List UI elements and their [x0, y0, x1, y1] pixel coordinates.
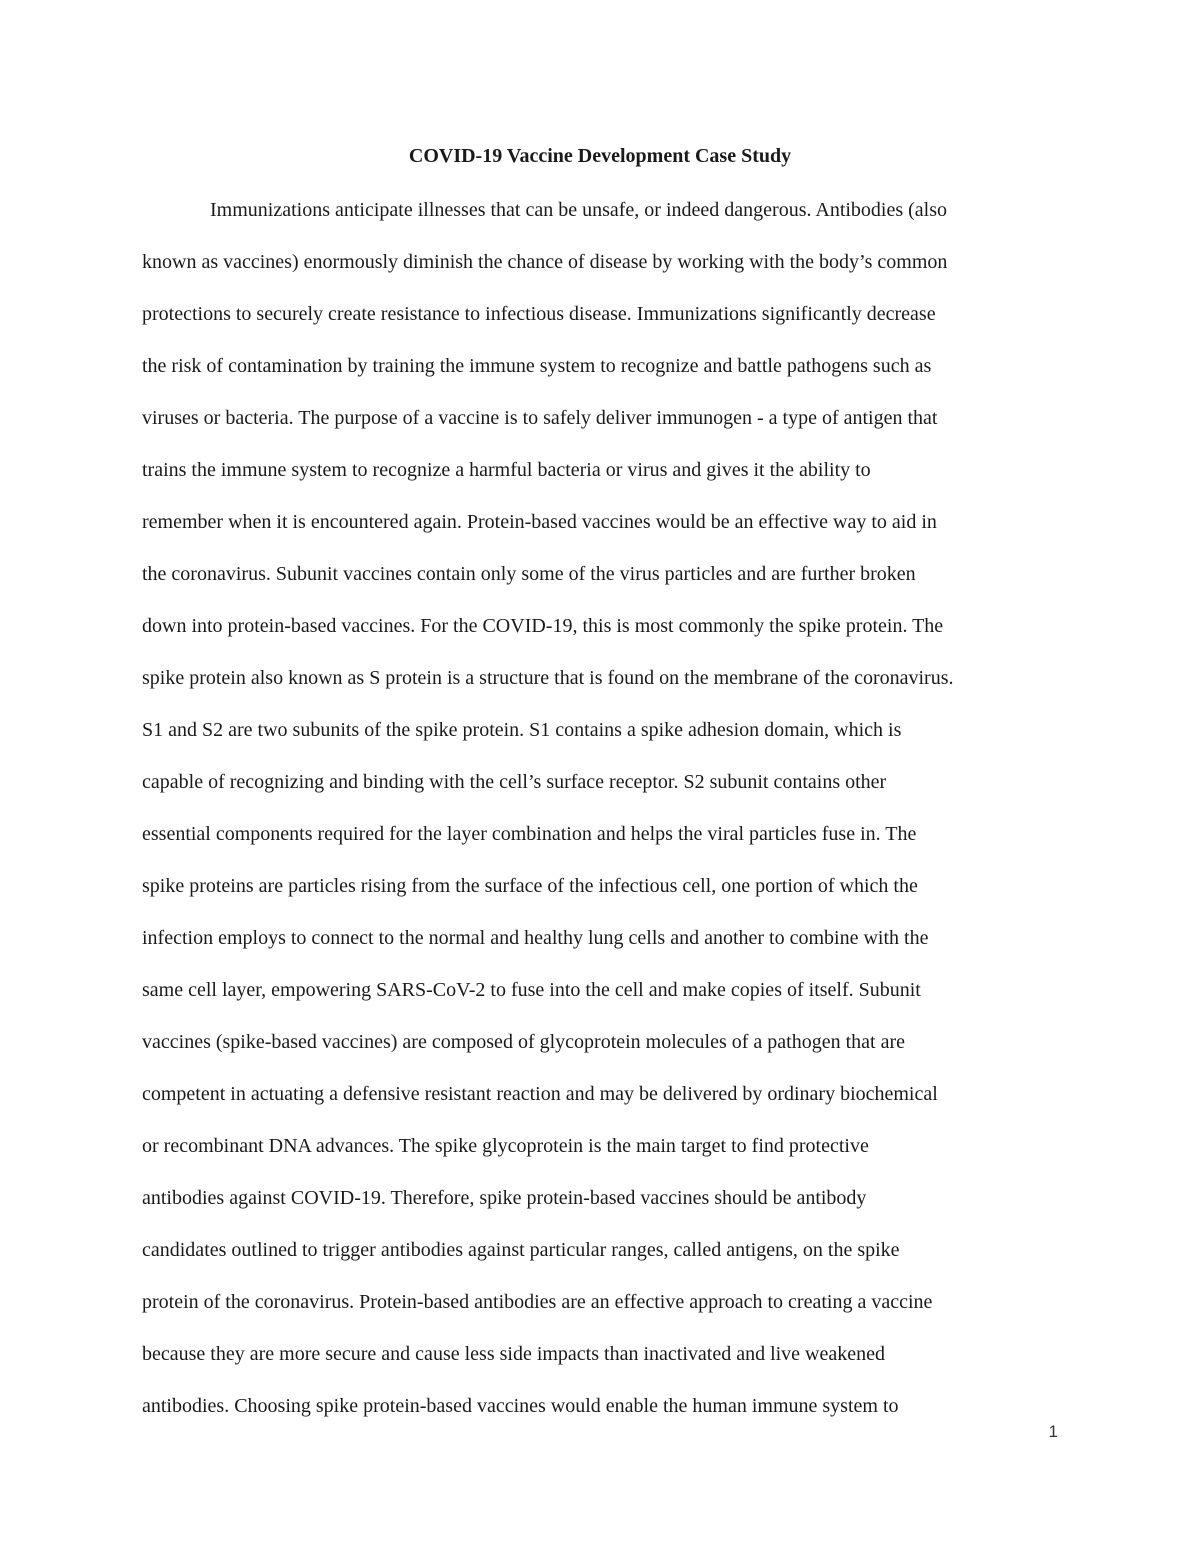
- paragraph-line: down into protein-based vaccines. For the COVID-19, this is most commonly the spike protein. The: [142, 615, 944, 637]
- paragraph-line: antibodies. Choosing spike protein-based vaccines would enable the human immune system to: [142, 1395, 899, 1417]
- paragraph-line: essential components required for the layer combination and helps the viral particles fuse in. The: [142, 823, 917, 845]
- paragraph-line: spike protein also known as S protein is a structure that is found on the membrane of the coronavirus.: [142, 667, 954, 689]
- body-paragraph: [142, 193, 1058, 1441]
- document-title: COVID-19 Vaccine Development Case Study: [408, 145, 792, 167]
- paragraph-line: the coronavirus. Subunit vaccines contain only some of the virus particles and are further broken: [142, 563, 916, 585]
- paragraph-line: capable of recognizing and binding with the cell’s surface receptor. S2 subunit contains other: [142, 771, 887, 793]
- paragraph-line: S1 and S2 are two subunits of the spike protein. S1 contains a spike adhesion domain, which is: [142, 719, 902, 741]
- paragraph-line: viruses or bacteria. The purpose of a vaccine is to safely deliver immunogen - a type of antigen that: [142, 407, 938, 429]
- paragraph-line: spike proteins are particles rising from the surface of the infectious cell, one portion of which the: [142, 875, 918, 897]
- paragraph-line: vaccines (spike-based vaccines) are composed of glycoprotein molecules of a pathogen that are: [142, 1031, 906, 1053]
- paragraph-line: the risk of contamination by training the immune system to recognize and battle pathogens such as: [142, 355, 932, 377]
- paragraph-line: remember when it is encountered again. Protein-based vaccines would be an effective way to aid in: [142, 511, 937, 533]
- paragraph-line: protections to securely create resistance to infectious disease. Immunizations significantly decrease: [142, 303, 936, 325]
- page-number: 1: [1048, 1422, 1058, 1441]
- paragraph-line: because they are more secure and cause less side impacts than inactivated and live weakened: [142, 1343, 886, 1365]
- paragraph-line: infection employs to connect to the normal and healthy lung cells and another to combine with the: [142, 927, 929, 949]
- paragraph-line: Immunizations anticipate illnesses that can be unsafe, or indeed dangerous. Antibodies (also: [210, 199, 948, 221]
- paragraph-line: antibodies against COVID-19. Therefore, spike protein-based vaccines should be antibody: [142, 1187, 867, 1209]
- paragraph-line: known as vaccines) enormously diminish the chance of disease by working with the body’s common: [142, 251, 948, 273]
- paragraph-line: trains the immune system to recognize a harmful bacteria or virus and gives it the ability to: [142, 459, 871, 481]
- paragraph-line: candidates outlined to trigger antibodies against particular ranges, called antigens, on the spike: [142, 1239, 900, 1261]
- paragraph-line: same cell layer, empowering SARS-CoV-2 to fuse into the cell and make copies of itself. Subunit: [142, 979, 921, 1001]
- paragraph-line: protein of the coronavirus. Protein-based antibodies are an effective approach to creating a vaccine: [142, 1291, 933, 1313]
- paragraph-line: or recombinant DNA advances. The spike glycoprotein is the main target to find protective: [142, 1135, 869, 1157]
- paragraph-line: competent in actuating a defensive resistant reaction and may be delivered by ordinary biochemical: [142, 1083, 938, 1105]
